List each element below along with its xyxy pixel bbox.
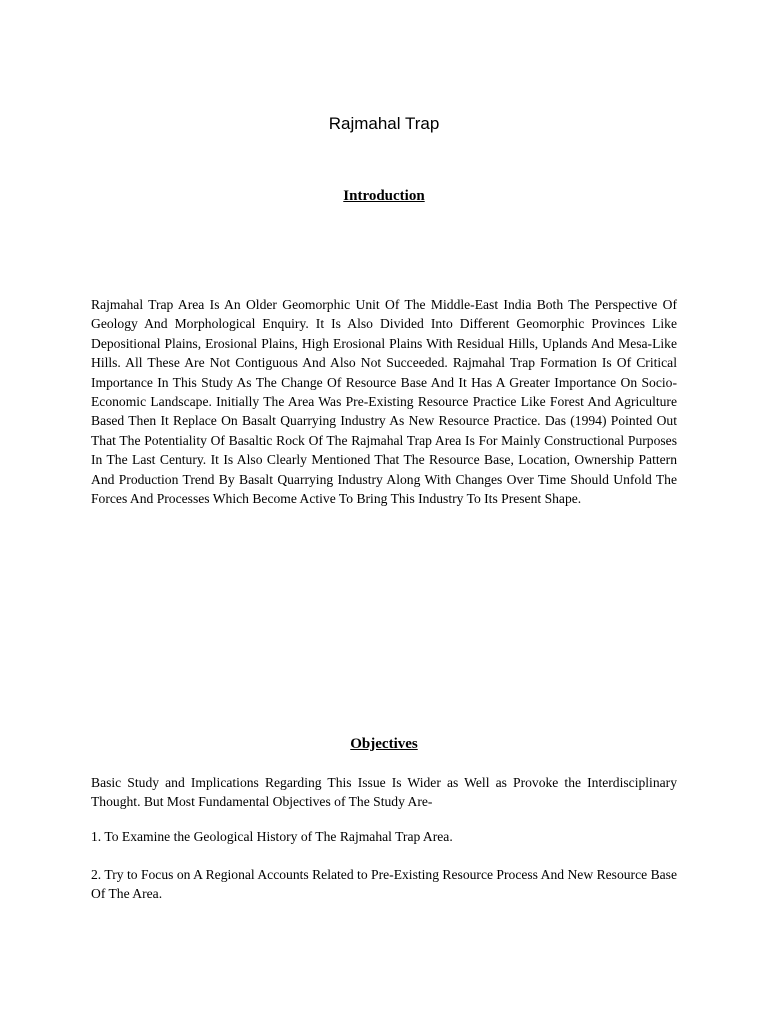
introduction-heading: Introduction	[343, 188, 425, 204]
document-title: Rajmahal Trap	[328, 114, 440, 133]
introduction-paragraph: Rajmahal Trap Area Is An Older Geomorphic Unit Of The Middle-East India Both The Perspective Of Geology And Morphological Enquiry. It Is Also Divided Into Different Geomorphic Provinces Like Depositional Plains, Erosional Plains, High Erosional Plains With Residual Hills, Uplands And Mesa-Like Hills. All These Are Not Contiguous And Also Not Succeeded. Rajmahal Trap Formation Is Of Critical Importance In This Study As The Change Of Resource Base And It Has A Greater Importance On Socio-Economic Landscape. Initially The Area Was Pre-Existing Resource Practice Like Forest And Agriculture Based Then It Replace On Basalt Quarrying Industry As New Resource Practice. Das (1994) Pointed Out That The Potentiality Of Basaltic Rock Of The Rajmahal Trap Area Is For Mainly Constructional Purposes In The Last Century. It Is Also Clearly Mentioned That The Resource Base, Location, Ownership Pattern And Production Trend By Basalt Quarrying Industry Along With Changes Over Time Should Unfold The Forces And Processes Which Become Active To Bring This Industry To Its Present Shape.	[91, 297, 677, 507]
objective-item: 2. Try to Focus on A Regional Accounts Related to Pre-Existing Resource Process And New Resource Base Of The Area.	[91, 867, 677, 902]
objectives-heading: Objectives	[350, 736, 418, 752]
objective-item: 1. To Examine the Geological History of The Rajmahal Trap Area.	[91, 829, 453, 844]
objectives-intro-paragraph: Basic Study and Implications Regarding This Issue Is Wider as Well as Provoke the Interdisciplinary Thought. But Most Fundamental Objectives of The Study Are-	[91, 775, 677, 810]
